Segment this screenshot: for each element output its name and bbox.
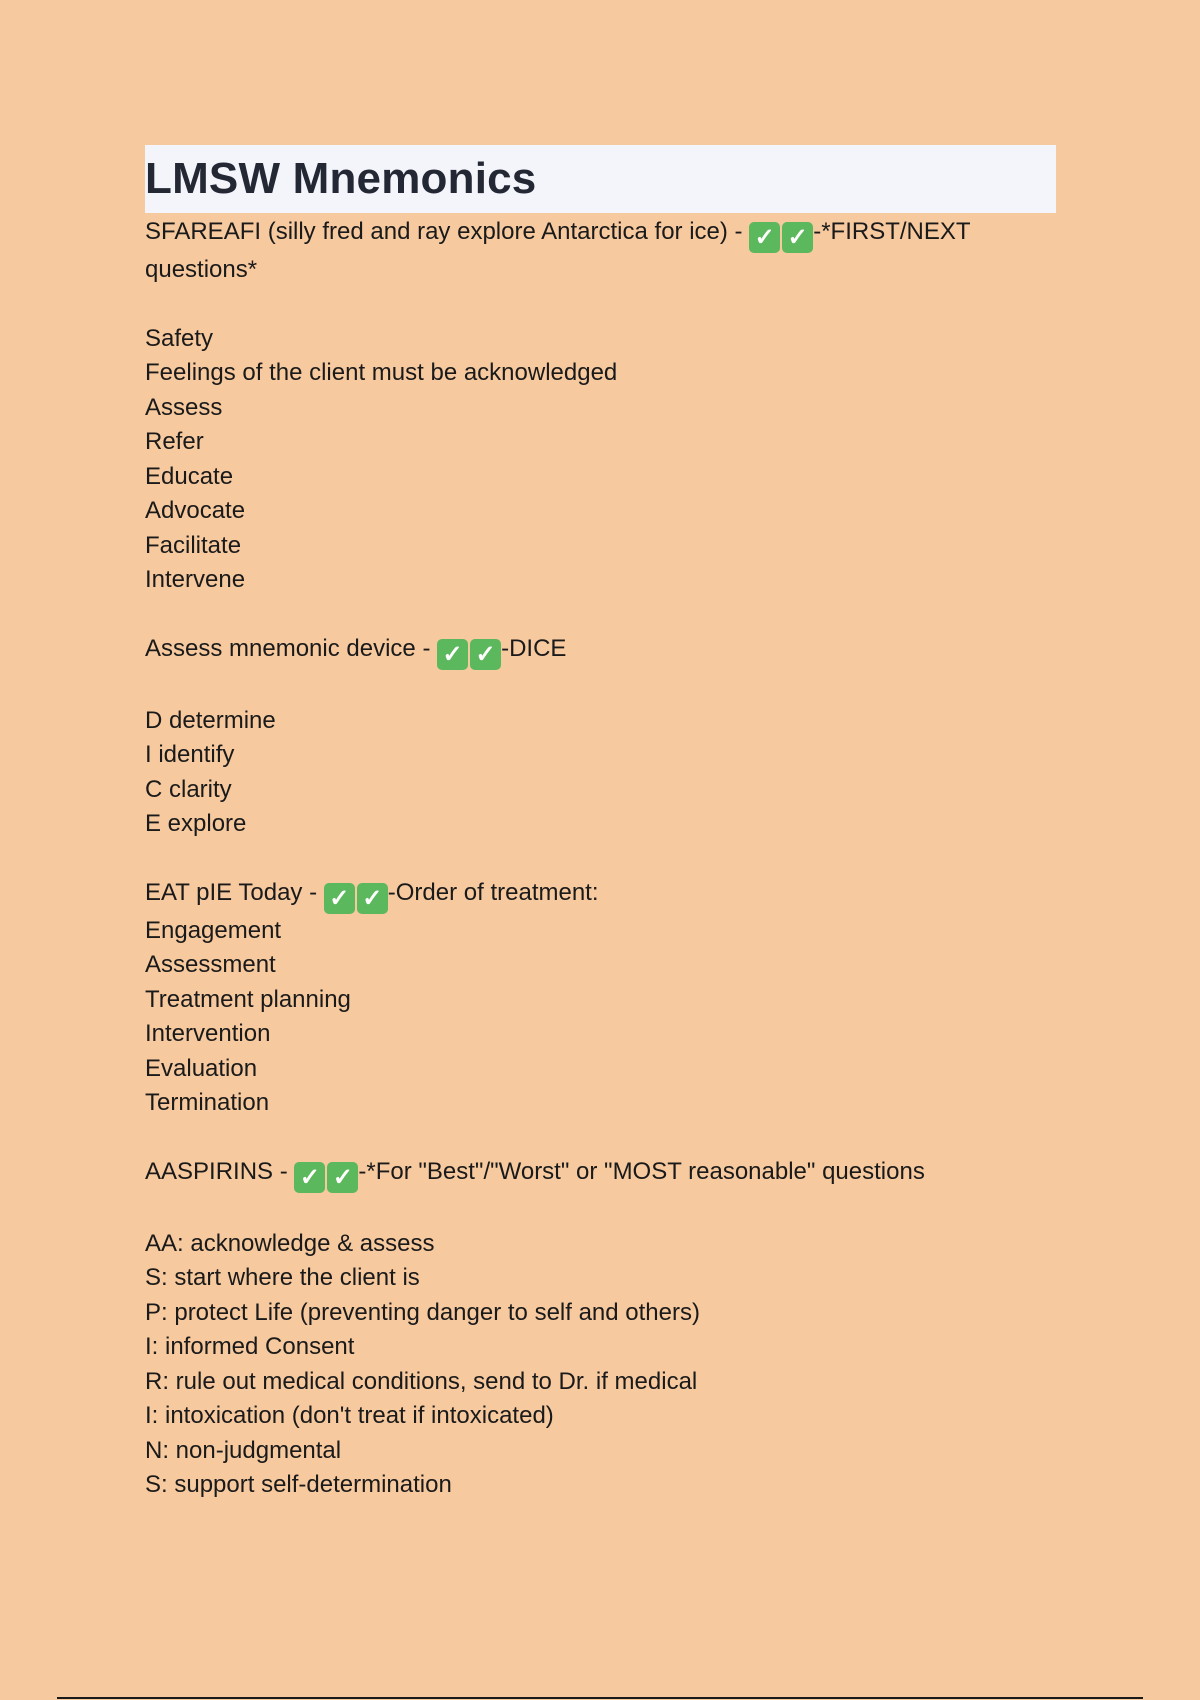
section-eat-pie-today — [145, 876, 1056, 1121]
page-bottom-rule — [57, 1697, 1143, 1699]
list-item: Termination — [145, 1089, 270, 1116]
check-mark-icon: ✓ — [294, 1162, 325, 1193]
section-heading — [145, 876, 1056, 914]
document-content — [145, 215, 1056, 1503]
check-mark-icon: ✓ — [327, 1162, 358, 1193]
list-item: I: intoxication (don't treat if intoxicated) — [145, 1402, 554, 1429]
list-item: Evaluation — [145, 1054, 258, 1082]
list-item: Assess — [145, 393, 223, 421]
list-item: I identify — [145, 741, 235, 768]
list-item: R: rule out medical conditions, send to Dr. if medical — [145, 1367, 698, 1395]
heading-prefix: Assess mnemonic device - — [145, 634, 438, 662]
list-item: S: support self-determination — [145, 1471, 452, 1498]
check-mark-icon: ✓ — [324, 883, 355, 914]
list-item: D determine — [145, 706, 276, 734]
heading-prefix: SFAREAFI (silly fred and ray explore Antarctica for ice) - — [145, 218, 750, 245]
list-item: Safety — [145, 324, 214, 352]
list-item: Advocate — [145, 497, 246, 524]
list-item: Treatment planning — [145, 985, 351, 1013]
document-page — [145, 145, 1056, 1537]
list-item: S: start where the client is — [145, 1264, 420, 1291]
check-mark-icon: ✓ — [749, 222, 780, 253]
list-item: Engagement — [145, 916, 282, 944]
check-mark-icon: ✓ — [357, 883, 388, 914]
title-bar — [145, 145, 1056, 213]
mnemonic-list — [145, 914, 1056, 1121]
section-sfareafi — [145, 215, 1056, 598]
list-item: P: protect Life (preventing danger to self and others) — [145, 1298, 700, 1326]
list-item: Intervene — [145, 566, 246, 593]
list-item: I: informed Consent — [145, 1333, 355, 1360]
list-item: E explore — [145, 810, 247, 837]
list-item: Intervention — [145, 1020, 271, 1047]
list-item: N: non-judgmental — [145, 1436, 342, 1464]
mnemonic-list — [145, 1227, 1056, 1503]
mnemonic-list — [145, 704, 1056, 842]
section-aaspirins — [145, 1155, 1056, 1503]
mnemonic-list — [145, 322, 1056, 598]
check-mark-icon: ✓ — [437, 639, 468, 670]
heading-suffix: -*For "Best"/"Worst" or "MOST reasonable" questions — [358, 1157, 925, 1185]
section-heading — [145, 1155, 1056, 1193]
section-heading — [145, 215, 1056, 288]
section-heading — [145, 632, 1056, 670]
section-dice — [145, 632, 1056, 842]
list-item: C clarity — [145, 775, 232, 803]
list-item: Feelings of the client must be acknowledged — [145, 359, 618, 386]
heading-prefix: AASPIRINS - — [145, 1157, 295, 1185]
document-title: LMSW Mnemonics — [145, 154, 537, 203]
heading-prefix: EAT pIE Today - — [145, 878, 324, 906]
list-item: Educate — [145, 462, 234, 490]
list-item: Assessment — [145, 951, 276, 978]
heading-suffix: -DICE — [501, 634, 567, 662]
heading-suffix: -Order of treatment: — [387, 878, 599, 906]
heading-suffix: -*FIRST/NEXT questions* — [145, 218, 971, 283]
list-item: Refer — [145, 428, 204, 455]
check-mark-icon: ✓ — [782, 222, 813, 253]
list-item: AA: acknowledge & assess — [145, 1229, 435, 1257]
list-item: Facilitate — [145, 531, 242, 559]
check-mark-icon: ✓ — [470, 639, 501, 670]
